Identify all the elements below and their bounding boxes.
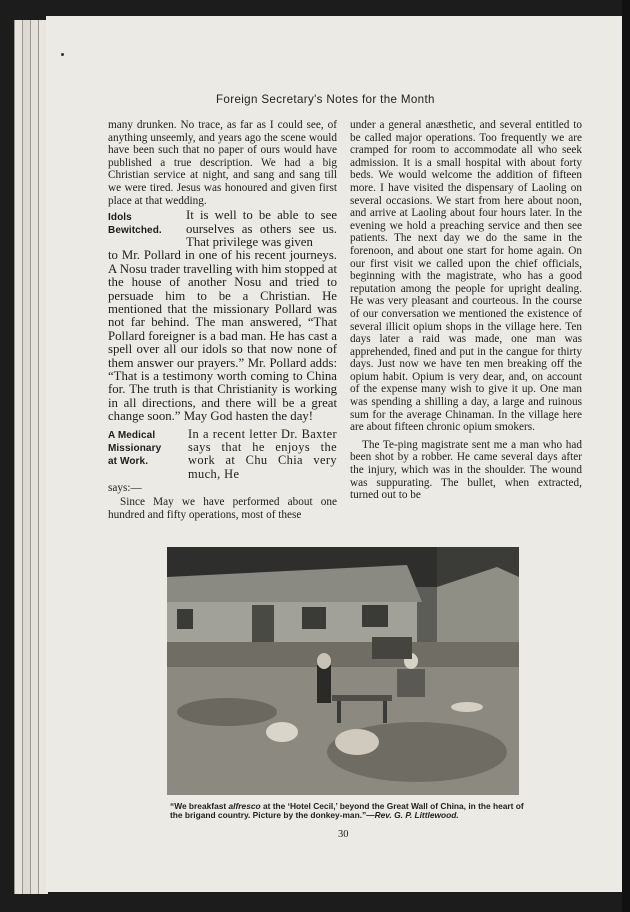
binding-edge bbox=[622, 0, 630, 912]
section2-text: Since May we have performed about one hundred and fifty operations, most of these bbox=[108, 496, 337, 522]
sidehead-medical: A Medical Missionary at Work. bbox=[108, 429, 162, 467]
section2-beside-text: In a recent letter Dr. Baxter says that he enjoys the work at Chu Chia very much, He bbox=[188, 426, 337, 481]
section-idols-bewitched bbox=[108, 209, 337, 249]
page-mark bbox=[61, 53, 64, 56]
section1-text: to Mr. Pollard in one of his recent journeys. A Nosu trader travelling with him stopped at the house of another Nosu and tried to persuade him to be a Christian. He mentioned that the missionary Pollard was not far behind. The man answered, “That Pollard foreigner is a bad man. He has cast a spell over all our idols so that now none of them answer our prayers.” Mr. Pollard adds: “That is a testimony worth coming to China for. The truth is that Christianity is working in all directions, and there will be a great change soon.” May God hasten the day! bbox=[108, 248, 337, 424]
left-column bbox=[108, 119, 337, 522]
photo-illustration bbox=[167, 547, 519, 795]
right-paragraph-1: under a general anæsthetic, and several entitled to be called major operations. Too frequently we are cramped for room to accommodate all who seek admission. It is a small hospital with about forty beds. We would welcome the addition of fifteen more. I have visited the dispensary of Laoling on several occasions. We start from here about noon, and arrive at Laoling about four hours later. In the evening we hold a preaching service and then see patients. The next day we do the same in the forenoon, and about one start for home again. On our first visit we called upon the chief officials, beginning with the magistrate, who has a good reputation among the people for upright dealing. He was very pleasant and courteous. In the course of our conversation we mentioned the existence of several illicit opium shops in the village here. Ten days later a raid was made, one man was apprehended, fined and put in the cangue for thirty days. Just now we have ten men breaking off the opium habit. Opium is very dear, and, on account of the expense many wish to give it up. One man was spending a shilling a day, a large and ruinous sum for the average Chinaman. In the village here are about fifteen chronic opium smokers. bbox=[350, 119, 582, 434]
section2-says: says:— bbox=[108, 481, 142, 494]
opening-paragraph: many drunken. No trace, as far as I could see, of anything unseemly, and years ago the scene would have been such that no paper of ours would have published a true description. We had a big Christian service at night, and sang and sang till we were tired. Jesus was honoured and given first place at that wedding. bbox=[108, 119, 337, 207]
right-paragraph-2: The Te-ping magistrate sent me a man who had been shot by a robber. He came several days after the injury, which was in the shoulder. The wound was suppurating. The bullet, when extracted, turned out to be bbox=[350, 438, 582, 502]
section-medical-missionary bbox=[108, 428, 337, 481]
section1-beside-text: It is well to be able to see ourselves as others see us. That privilege was given bbox=[186, 208, 337, 249]
page-number: 30 bbox=[338, 829, 349, 840]
photograph-breakfast bbox=[167, 547, 519, 795]
right-column bbox=[350, 119, 582, 502]
photo-caption: “We breakfast alfresco at the ‘Hotel Cecil,’ beyond the Great Wall of China, in the heart of the brigand country. Picture by the donkey-man.”—Rev. G. P. Littlewood. bbox=[170, 801, 524, 821]
running-header: Foreign Secretary's Notes for the Month bbox=[216, 93, 435, 106]
sidehead-idols: Idols Bewitched. bbox=[108, 212, 162, 237]
